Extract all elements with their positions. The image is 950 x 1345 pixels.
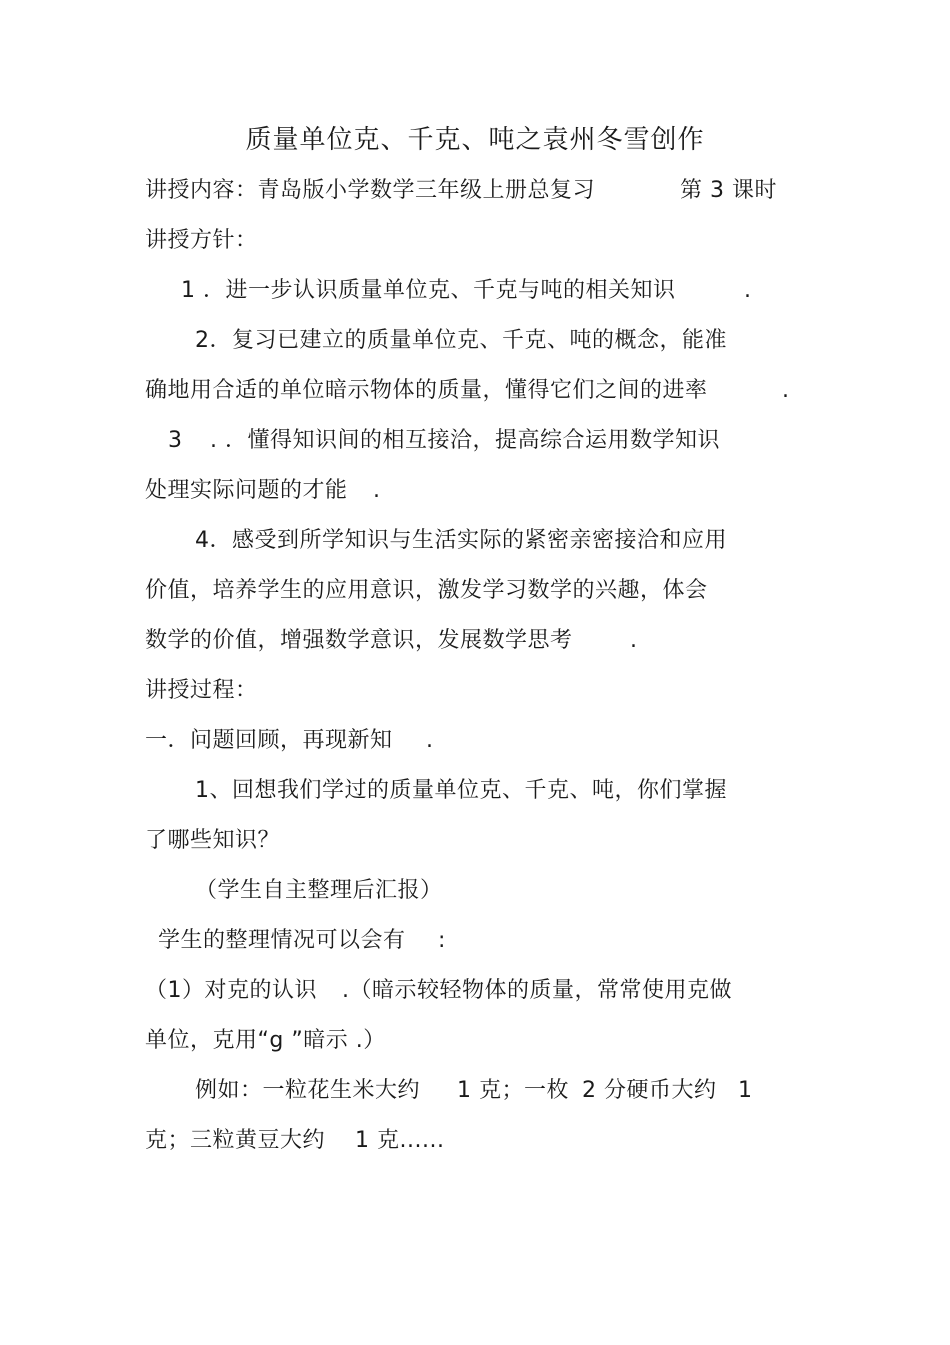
example-soybean: 克；三粒黄豆大约 <box>145 1128 326 1153</box>
item-1-line-1: .（暗示较轻物体的质量，常常使用克做 <box>342 978 732 1003</box>
goal-3-number: 3 <box>168 428 183 453</box>
goal-4-line-1: 4．感受到所学知识与生活实际的紧密亲密接洽和应用 <box>195 528 727 553</box>
summary-intro: 学生的整理情况可以会有 <box>158 928 406 953</box>
item-1-label: （1）对克的认识 <box>145 978 317 1003</box>
example-coin: 2 分硬币大约 <box>582 1078 717 1103</box>
document-title: 质量单位克、千克、吨之袁州冬雪创作 <box>245 125 705 155</box>
lesson-number: 第 3 课时 <box>680 178 777 203</box>
lesson-content: 讲授内容：青岛版小学数学三年级上册总复习 <box>145 178 596 203</box>
goal-3-line-2: 处理实际问题的才能 <box>145 478 348 503</box>
goal-2-line-2: 确地用合适的单位暗示物体的质量，懂得它们之间的进率 <box>145 378 708 403</box>
goal-2-line-1: 2．复习已建立的质量单位克、千克、吨的概念，能准 <box>195 328 727 353</box>
process-heading: 讲授过程： <box>145 678 258 703</box>
example-peanut: 1 克；一枚 <box>457 1078 569 1103</box>
question-1-line-1: 1、回想我们学过的质量单位克、千克、吨，你们掌握 <box>195 778 727 803</box>
section-1-heading: 一．问题回顾，再现新知 <box>145 728 393 753</box>
summary-colon: : <box>438 928 446 953</box>
goal-4-line-3: 数学的价值，增强数学意识，发展数学思考 <box>145 628 573 653</box>
goal-4-period: . <box>630 628 638 653</box>
section-1-period: . <box>426 728 434 753</box>
goal-3-period: . <box>373 478 381 503</box>
example-intro: 例如：一粒花生米大约 <box>195 1078 421 1103</box>
goal-4-line-2: 价值，培养学生的应用意识，激发学习数学的兴趣，体会 <box>145 578 708 603</box>
goal-1-period: . <box>744 278 752 303</box>
goal-2-period: . <box>782 378 790 403</box>
student-note: （学生自主整理后汇报） <box>195 878 443 903</box>
example-soybean-value: 1 克...... <box>355 1128 445 1153</box>
example-coin-value: 1 <box>738 1078 753 1103</box>
goal-3-line-1: . ．懂得知识间的相互接洽，提高综合运用数学知识 <box>210 428 720 453</box>
question-1-line-2: 了哪些知识？ <box>145 828 281 853</box>
goals-heading: 讲授方针： <box>145 228 258 253</box>
goal-1: 1 ．进一步认识质量单位克、千克与吨的相关知识 <box>181 278 676 303</box>
item-1-line-2: 单位，克用“g ”暗示 .） <box>145 1028 386 1053</box>
